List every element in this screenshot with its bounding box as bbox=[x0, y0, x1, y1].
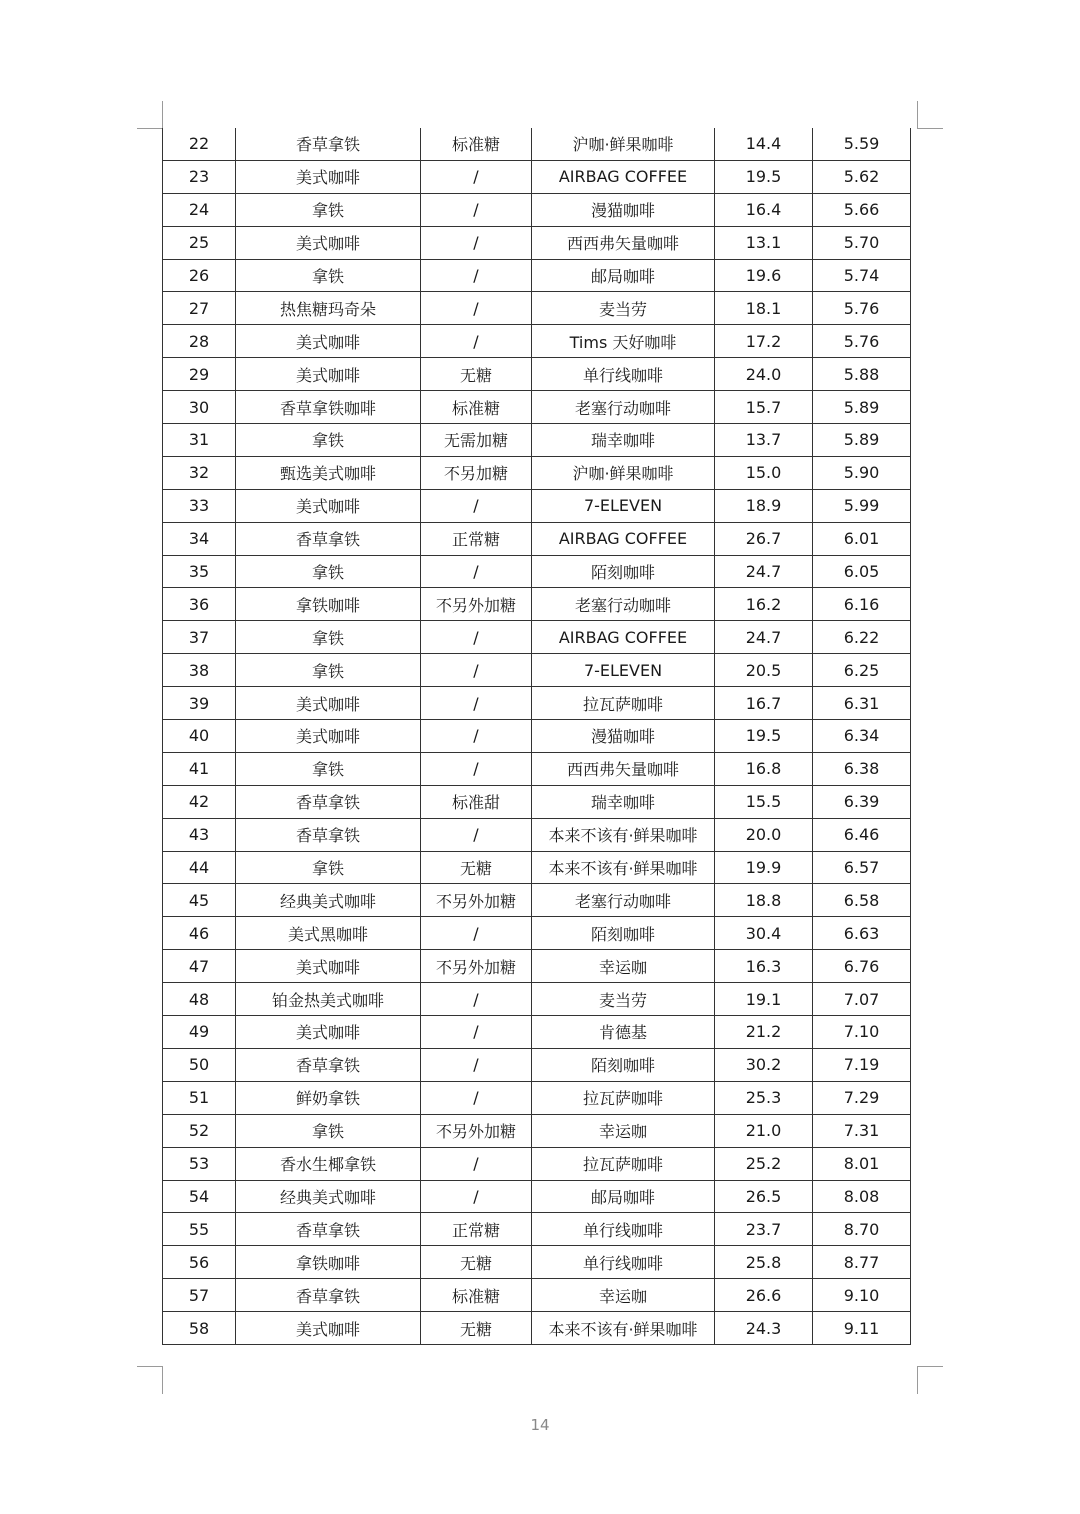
row-index-cell: 33 bbox=[163, 489, 236, 522]
row-index-cell: 23 bbox=[163, 160, 236, 193]
row-index-cell: 30 bbox=[163, 391, 236, 424]
row-index-cell: 56 bbox=[163, 1246, 236, 1279]
product-cell: 美式咖啡 bbox=[236, 720, 421, 753]
value-b-cell: 9.11 bbox=[813, 1312, 911, 1345]
row-index-cell: 32 bbox=[163, 456, 236, 489]
crop-mark-top-left bbox=[162, 101, 163, 129]
value-a-cell: 13.1 bbox=[715, 226, 813, 259]
table-row bbox=[163, 785, 911, 818]
sugar-cell: / bbox=[421, 292, 532, 325]
value-b-cell: 8.08 bbox=[813, 1180, 911, 1213]
sugar-cell: / bbox=[421, 226, 532, 259]
sugar-cell: / bbox=[421, 654, 532, 687]
brand-cell: AIRBAG COFFEE bbox=[532, 621, 715, 654]
product-cell: 香草拿铁 bbox=[236, 1213, 421, 1246]
table-row bbox=[163, 588, 911, 621]
product-cell: 美式咖啡 bbox=[236, 489, 421, 522]
row-index-cell: 43 bbox=[163, 818, 236, 851]
table-row bbox=[163, 391, 911, 424]
value-b-cell: 6.22 bbox=[813, 621, 911, 654]
product-cell: 美式咖啡 bbox=[236, 1016, 421, 1049]
value-b-cell: 6.05 bbox=[813, 555, 911, 588]
brand-cell: 拉瓦萨咖啡 bbox=[532, 1081, 715, 1114]
brand-cell: 肯德基 bbox=[532, 1016, 715, 1049]
value-b-cell: 6.38 bbox=[813, 752, 911, 785]
value-b-cell: 8.70 bbox=[813, 1213, 911, 1246]
sugar-cell: / bbox=[421, 983, 532, 1016]
table-row bbox=[163, 226, 911, 259]
value-b-cell: 7.19 bbox=[813, 1048, 911, 1081]
table-row bbox=[163, 555, 911, 588]
value-a-cell: 19.9 bbox=[715, 851, 813, 884]
value-a-cell: 30.2 bbox=[715, 1048, 813, 1081]
table-row bbox=[163, 1279, 911, 1312]
brand-cell: 本来不该有·鲜果咖啡 bbox=[532, 818, 715, 851]
value-b-cell: 6.16 bbox=[813, 588, 911, 621]
row-index-cell: 46 bbox=[163, 917, 236, 950]
row-index-cell: 57 bbox=[163, 1279, 236, 1312]
sugar-cell: 正常糖 bbox=[421, 522, 532, 555]
value-a-cell: 23.7 bbox=[715, 1213, 813, 1246]
value-a-cell: 21.2 bbox=[715, 1016, 813, 1049]
row-index-cell: 36 bbox=[163, 588, 236, 621]
product-cell: 经典美式咖啡 bbox=[236, 884, 421, 917]
value-b-cell: 6.58 bbox=[813, 884, 911, 917]
crop-mark-bottom-right bbox=[917, 1366, 918, 1394]
value-a-cell: 21.0 bbox=[715, 1114, 813, 1147]
value-a-cell: 17.2 bbox=[715, 325, 813, 358]
sugar-cell: / bbox=[421, 1048, 532, 1081]
value-a-cell: 16.4 bbox=[715, 193, 813, 226]
table-row bbox=[163, 983, 911, 1016]
value-b-cell: 6.34 bbox=[813, 720, 911, 753]
row-index-cell: 29 bbox=[163, 358, 236, 391]
table-row bbox=[163, 358, 911, 391]
table-row bbox=[163, 621, 911, 654]
sugar-cell: 正常糖 bbox=[421, 1213, 532, 1246]
table-row bbox=[163, 818, 911, 851]
sugar-cell: / bbox=[421, 917, 532, 950]
row-index-cell: 39 bbox=[163, 687, 236, 720]
table-row bbox=[163, 259, 911, 292]
page-number: 14 bbox=[530, 1416, 550, 1434]
value-b-cell: 5.90 bbox=[813, 456, 911, 489]
row-index-cell: 25 bbox=[163, 226, 236, 259]
product-cell: 美式咖啡 bbox=[236, 226, 421, 259]
value-b-cell: 5.76 bbox=[813, 325, 911, 358]
product-cell: 拿铁 bbox=[236, 259, 421, 292]
product-cell: 拿铁咖啡 bbox=[236, 588, 421, 621]
value-a-cell: 24.0 bbox=[715, 358, 813, 391]
product-cell: 拿铁 bbox=[236, 654, 421, 687]
sugar-cell: 不另加糖 bbox=[421, 456, 532, 489]
table-row bbox=[163, 950, 911, 983]
product-cell: 美式咖啡 bbox=[236, 950, 421, 983]
row-index-cell: 52 bbox=[163, 1114, 236, 1147]
row-index-cell: 28 bbox=[163, 325, 236, 358]
value-a-cell: 16.8 bbox=[715, 752, 813, 785]
table-row bbox=[163, 654, 911, 687]
brand-cell: 邮局咖啡 bbox=[532, 1180, 715, 1213]
sugar-cell: 不另外加糖 bbox=[421, 950, 532, 983]
brand-cell: 陌刻咖啡 bbox=[532, 917, 715, 950]
brand-cell: AIRBAG COFFEE bbox=[532, 160, 715, 193]
brand-cell: 单行线咖啡 bbox=[532, 358, 715, 391]
brand-cell: 老塞行动咖啡 bbox=[532, 884, 715, 917]
product-cell: 鲜奶拿铁 bbox=[236, 1081, 421, 1114]
value-b-cell: 6.25 bbox=[813, 654, 911, 687]
value-a-cell: 26.7 bbox=[715, 522, 813, 555]
value-b-cell: 6.01 bbox=[813, 522, 911, 555]
row-index-cell: 35 bbox=[163, 555, 236, 588]
product-cell: 拿铁 bbox=[236, 621, 421, 654]
value-a-cell: 13.7 bbox=[715, 424, 813, 457]
sugar-cell: / bbox=[421, 193, 532, 226]
value-a-cell: 18.8 bbox=[715, 884, 813, 917]
brand-cell: 老塞行动咖啡 bbox=[532, 588, 715, 621]
sugar-cell: / bbox=[421, 818, 532, 851]
table-row bbox=[163, 1147, 911, 1180]
value-b-cell: 6.76 bbox=[813, 950, 911, 983]
value-b-cell: 6.46 bbox=[813, 818, 911, 851]
sugar-cell: / bbox=[421, 752, 532, 785]
value-a-cell: 15.5 bbox=[715, 785, 813, 818]
value-a-cell: 26.5 bbox=[715, 1180, 813, 1213]
value-b-cell: 5.99 bbox=[813, 489, 911, 522]
brand-cell: 本来不该有·鲜果咖啡 bbox=[532, 1312, 715, 1345]
brand-cell: 拉瓦萨咖啡 bbox=[532, 687, 715, 720]
value-b-cell: 5.62 bbox=[813, 160, 911, 193]
sugar-cell: 无糖 bbox=[421, 1312, 532, 1345]
value-b-cell: 7.31 bbox=[813, 1114, 911, 1147]
product-cell: 美式咖啡 bbox=[236, 1312, 421, 1345]
table-row bbox=[163, 424, 911, 457]
row-index-cell: 51 bbox=[163, 1081, 236, 1114]
table-row bbox=[163, 1081, 911, 1114]
product-cell: 美式咖啡 bbox=[236, 358, 421, 391]
value-b-cell: 7.07 bbox=[813, 983, 911, 1016]
product-cell: 美式咖啡 bbox=[236, 687, 421, 720]
brand-cell: 麦当劳 bbox=[532, 292, 715, 325]
value-a-cell: 24.7 bbox=[715, 621, 813, 654]
table-row bbox=[163, 292, 911, 325]
value-a-cell: 25.2 bbox=[715, 1147, 813, 1180]
value-a-cell: 19.6 bbox=[715, 259, 813, 292]
brand-cell: 陌刻咖啡 bbox=[532, 555, 715, 588]
product-cell: 美式咖啡 bbox=[236, 160, 421, 193]
value-b-cell: 6.31 bbox=[813, 687, 911, 720]
crop-mark-top-right bbox=[917, 128, 943, 129]
sugar-cell: / bbox=[421, 1147, 532, 1180]
crop-mark-bottom-right bbox=[917, 1366, 943, 1367]
value-a-cell: 15.0 bbox=[715, 456, 813, 489]
value-a-cell: 16.2 bbox=[715, 588, 813, 621]
brand-cell: 沪咖·鲜果咖啡 bbox=[532, 128, 715, 160]
value-b-cell: 9.10 bbox=[813, 1279, 911, 1312]
sugar-cell: 标准糖 bbox=[421, 128, 532, 160]
product-cell: 香水生椰拿铁 bbox=[236, 1147, 421, 1180]
product-cell: 甄选美式咖啡 bbox=[236, 456, 421, 489]
table-row bbox=[163, 128, 911, 160]
table-row bbox=[163, 1213, 911, 1246]
brand-cell: 拉瓦萨咖啡 bbox=[532, 1147, 715, 1180]
table-row bbox=[163, 160, 911, 193]
product-cell: 香草拿铁 bbox=[236, 818, 421, 851]
value-a-cell: 25.3 bbox=[715, 1081, 813, 1114]
row-index-cell: 40 bbox=[163, 720, 236, 753]
value-a-cell: 26.6 bbox=[715, 1279, 813, 1312]
product-cell: 香草拿铁 bbox=[236, 522, 421, 555]
brand-cell: 单行线咖啡 bbox=[532, 1213, 715, 1246]
row-index-cell: 38 bbox=[163, 654, 236, 687]
row-index-cell: 34 bbox=[163, 522, 236, 555]
brand-cell: Tims 天好咖啡 bbox=[532, 325, 715, 358]
product-cell: 香草拿铁 bbox=[236, 1048, 421, 1081]
table-row bbox=[163, 522, 911, 555]
value-a-cell: 24.7 bbox=[715, 555, 813, 588]
value-a-cell: 20.0 bbox=[715, 818, 813, 851]
sugar-cell: / bbox=[421, 259, 532, 292]
row-index-cell: 31 bbox=[163, 424, 236, 457]
product-cell: 拿铁 bbox=[236, 424, 421, 457]
row-index-cell: 53 bbox=[163, 1147, 236, 1180]
table-row bbox=[163, 851, 911, 884]
product-cell: 拿铁 bbox=[236, 851, 421, 884]
sugar-cell: 不另外加糖 bbox=[421, 884, 532, 917]
row-index-cell: 54 bbox=[163, 1180, 236, 1213]
crop-mark-bottom-left bbox=[137, 1366, 163, 1367]
brand-cell: 瑞幸咖啡 bbox=[532, 424, 715, 457]
crop-mark-top-left bbox=[137, 128, 163, 129]
sugar-cell: / bbox=[421, 325, 532, 358]
value-a-cell: 20.5 bbox=[715, 654, 813, 687]
brand-cell: 麦当劳 bbox=[532, 983, 715, 1016]
crop-mark-top-right bbox=[917, 101, 918, 129]
table-row bbox=[163, 687, 911, 720]
table-row bbox=[163, 752, 911, 785]
brand-cell: 幸运咖 bbox=[532, 1114, 715, 1147]
product-cell: 拿铁咖啡 bbox=[236, 1246, 421, 1279]
table-row bbox=[163, 720, 911, 753]
value-b-cell: 6.39 bbox=[813, 785, 911, 818]
product-cell: 美式黑咖啡 bbox=[236, 917, 421, 950]
value-b-cell: 5.66 bbox=[813, 193, 911, 226]
row-index-cell: 49 bbox=[163, 1016, 236, 1049]
brand-cell: 幸运咖 bbox=[532, 1279, 715, 1312]
sugar-cell: 无糖 bbox=[421, 358, 532, 391]
row-index-cell: 41 bbox=[163, 752, 236, 785]
product-cell: 拿铁 bbox=[236, 752, 421, 785]
sugar-cell: 标准糖 bbox=[421, 1279, 532, 1312]
row-index-cell: 45 bbox=[163, 884, 236, 917]
table-row bbox=[163, 1246, 911, 1279]
row-index-cell: 27 bbox=[163, 292, 236, 325]
brand-cell: 7-ELEVEN bbox=[532, 489, 715, 522]
row-index-cell: 44 bbox=[163, 851, 236, 884]
sugar-cell: 无需加糖 bbox=[421, 424, 532, 457]
value-b-cell: 7.10 bbox=[813, 1016, 911, 1049]
table-row bbox=[163, 325, 911, 358]
sugar-cell: / bbox=[421, 489, 532, 522]
table-body bbox=[163, 128, 911, 1344]
row-index-cell: 37 bbox=[163, 621, 236, 654]
row-index-cell: 48 bbox=[163, 983, 236, 1016]
value-a-cell: 30.4 bbox=[715, 917, 813, 950]
brand-cell: 瑞幸咖啡 bbox=[532, 785, 715, 818]
value-a-cell: 18.9 bbox=[715, 489, 813, 522]
product-cell: 拿铁 bbox=[236, 1114, 421, 1147]
brand-cell: 沪咖·鲜果咖啡 bbox=[532, 456, 715, 489]
sugar-cell: / bbox=[421, 720, 532, 753]
sugar-cell: 无糖 bbox=[421, 851, 532, 884]
row-index-cell: 24 bbox=[163, 193, 236, 226]
sugar-cell: 不另外加糖 bbox=[421, 1114, 532, 1147]
brand-cell: 西西弗矢量咖啡 bbox=[532, 226, 715, 259]
value-a-cell: 24.3 bbox=[715, 1312, 813, 1345]
product-cell: 拿铁 bbox=[236, 555, 421, 588]
value-b-cell: 5.88 bbox=[813, 358, 911, 391]
row-index-cell: 26 bbox=[163, 259, 236, 292]
product-cell: 热焦糖玛奇朵 bbox=[236, 292, 421, 325]
value-b-cell: 8.01 bbox=[813, 1147, 911, 1180]
sugar-cell: 无糖 bbox=[421, 1246, 532, 1279]
value-a-cell: 14.4 bbox=[715, 128, 813, 160]
value-b-cell: 5.89 bbox=[813, 391, 911, 424]
value-b-cell: 6.63 bbox=[813, 917, 911, 950]
value-a-cell: 19.1 bbox=[715, 983, 813, 1016]
value-b-cell: 5.70 bbox=[813, 226, 911, 259]
sugar-cell: / bbox=[421, 160, 532, 193]
product-cell: 拿铁 bbox=[236, 193, 421, 226]
value-a-cell: 19.5 bbox=[715, 160, 813, 193]
value-b-cell: 5.89 bbox=[813, 424, 911, 457]
sugar-cell: 标准糖 bbox=[421, 391, 532, 424]
value-a-cell: 25.8 bbox=[715, 1246, 813, 1279]
sugar-cell: / bbox=[421, 555, 532, 588]
value-b-cell: 5.74 bbox=[813, 259, 911, 292]
product-cell: 美式咖啡 bbox=[236, 325, 421, 358]
product-cell: 经典美式咖啡 bbox=[236, 1180, 421, 1213]
crop-mark-bottom-left bbox=[162, 1366, 163, 1394]
sugar-cell: / bbox=[421, 687, 532, 720]
value-b-cell: 5.76 bbox=[813, 292, 911, 325]
value-b-cell: 8.77 bbox=[813, 1246, 911, 1279]
table-row bbox=[163, 1016, 911, 1049]
table-row bbox=[163, 489, 911, 522]
row-index-cell: 58 bbox=[163, 1312, 236, 1345]
product-cell: 铂金热美式咖啡 bbox=[236, 983, 421, 1016]
sugar-cell: 标准甜 bbox=[421, 785, 532, 818]
sugar-cell: / bbox=[421, 1081, 532, 1114]
table-row bbox=[163, 1312, 911, 1345]
value-a-cell: 16.7 bbox=[715, 687, 813, 720]
row-index-cell: 42 bbox=[163, 785, 236, 818]
value-b-cell: 7.29 bbox=[813, 1081, 911, 1114]
brand-cell: 单行线咖啡 bbox=[532, 1246, 715, 1279]
product-cell: 香草拿铁 bbox=[236, 1279, 421, 1312]
brand-cell: 漫猫咖啡 bbox=[532, 720, 715, 753]
sugar-cell: 不另外加糖 bbox=[421, 588, 532, 621]
brand-cell: 漫猫咖啡 bbox=[532, 193, 715, 226]
table-row bbox=[163, 456, 911, 489]
table-row bbox=[163, 1048, 911, 1081]
row-index-cell: 50 bbox=[163, 1048, 236, 1081]
table-row bbox=[163, 1114, 911, 1147]
brand-cell: 陌刻咖啡 bbox=[532, 1048, 715, 1081]
value-a-cell: 18.1 bbox=[715, 292, 813, 325]
product-cell: 香草拿铁 bbox=[236, 128, 421, 160]
value-a-cell: 15.7 bbox=[715, 391, 813, 424]
sugar-cell: / bbox=[421, 621, 532, 654]
brand-cell: 幸运咖 bbox=[532, 950, 715, 983]
table-row bbox=[163, 1180, 911, 1213]
value-b-cell: 6.57 bbox=[813, 851, 911, 884]
brand-cell: 邮局咖啡 bbox=[532, 259, 715, 292]
brand-cell: 本来不该有·鲜果咖啡 bbox=[532, 851, 715, 884]
value-a-cell: 19.5 bbox=[715, 720, 813, 753]
row-index-cell: 22 bbox=[163, 128, 236, 160]
table-row bbox=[163, 193, 911, 226]
brand-cell: 7-ELEVEN bbox=[532, 654, 715, 687]
value-b-cell: 5.59 bbox=[813, 128, 911, 160]
brand-cell: 西西弗矢量咖啡 bbox=[532, 752, 715, 785]
row-index-cell: 47 bbox=[163, 950, 236, 983]
sugar-cell: / bbox=[421, 1016, 532, 1049]
sugar-cell: / bbox=[421, 1180, 532, 1213]
row-index-cell: 55 bbox=[163, 1213, 236, 1246]
product-cell: 香草拿铁 bbox=[236, 785, 421, 818]
brand-cell: 老塞行动咖啡 bbox=[532, 391, 715, 424]
value-a-cell: 16.3 bbox=[715, 950, 813, 983]
table-row bbox=[163, 917, 911, 950]
brand-cell: AIRBAG COFFEE bbox=[532, 522, 715, 555]
coffee-table bbox=[162, 128, 911, 1345]
product-cell: 香草拿铁咖啡 bbox=[236, 391, 421, 424]
table-row bbox=[163, 884, 911, 917]
